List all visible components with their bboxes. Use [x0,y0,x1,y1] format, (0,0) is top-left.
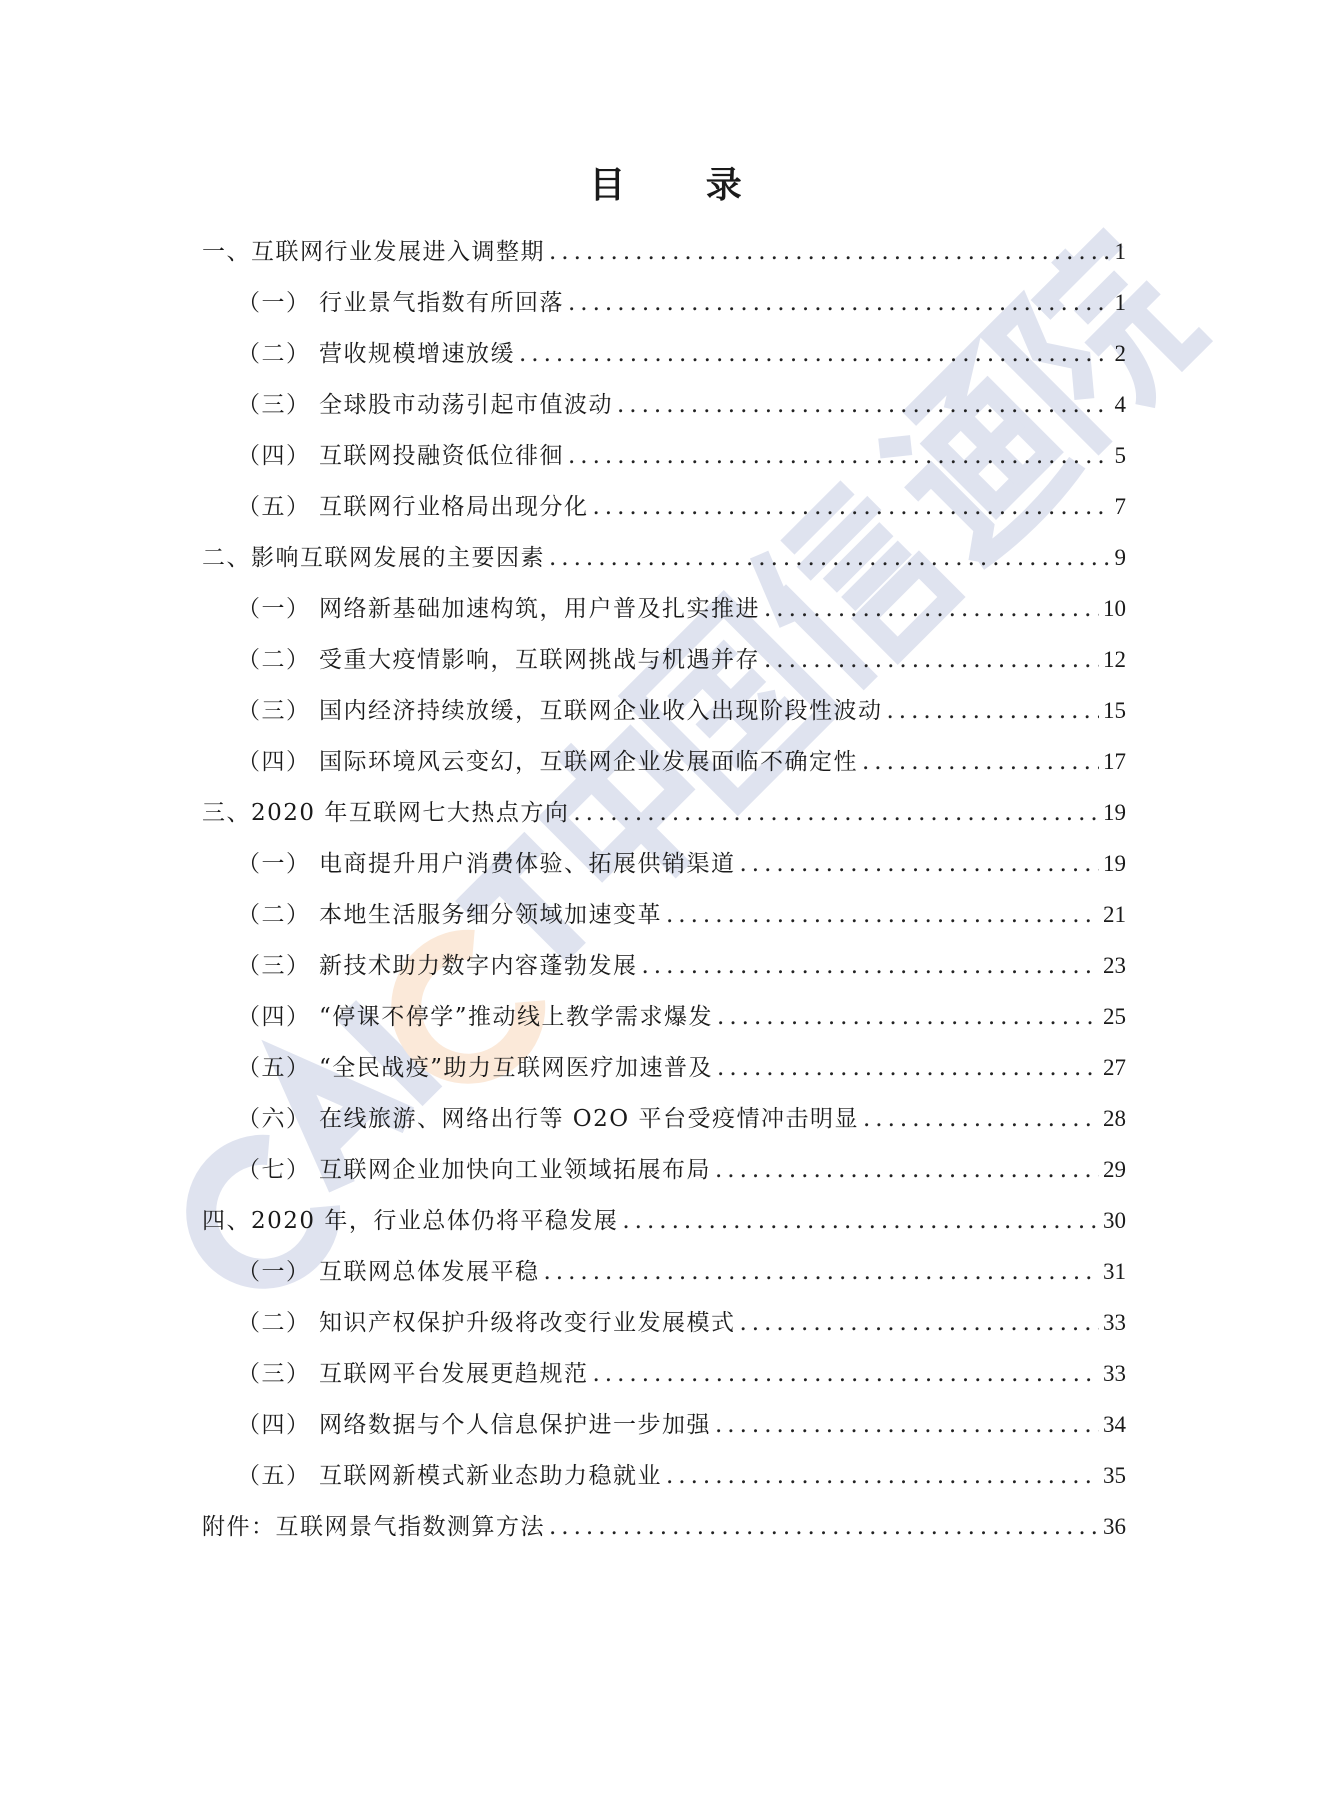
toc-page-number: 33 [1103,1361,1126,1386]
toc-dot-leader [764,635,1099,686]
toc-section-entry[interactable] [202,1501,1126,1552]
toc-dot-leader [549,1502,1099,1553]
toc-dot-leader [715,1145,1099,1196]
toc-dot-leader [519,329,1111,380]
toc-dot-leader [642,941,1100,992]
toc-subsection-entry[interactable] [202,685,1126,736]
toc-page-number: 36 [1103,1514,1126,1539]
toc-entry-number: （三） [237,392,311,418]
toc-dot-leader [764,584,1099,635]
toc-entry-title: 国内经济持续放缓，互联网企业收入出现阶段性波动 [319,698,883,724]
toc-entry-title: 互联网总体发展平稳 [319,1259,540,1285]
toc-dot-leader [715,1400,1099,1451]
toc-entry-title: 2020 年互联网七大热点方向 [251,800,570,826]
toc-dot-leader [863,1094,1099,1145]
toc-entry-number: （四） [237,443,311,469]
toc-dot-leader [544,1247,1100,1298]
toc-subsection-entry[interactable] [202,940,1126,991]
toc-subsection-entry[interactable] [202,1348,1126,1399]
toc-page-number: 19 [1103,851,1126,876]
toc-entry-number: （四） [237,1412,311,1438]
toc-subsection-entry[interactable] [202,583,1126,634]
toc-subsection-entry[interactable] [202,379,1126,430]
toc-section-entry[interactable] [202,532,1126,583]
toc-page-number: 1 [1114,239,1126,264]
toc-page-number: 30 [1103,1208,1126,1233]
toc-entry-title: 互联网企业加快向工业领域拓展布局 [319,1157,711,1183]
toc-entry-number: （二） [237,341,311,367]
toc-entry-number: （五） [237,494,311,520]
toc-page-number: 9 [1114,545,1126,570]
toc-dot-leader [717,1043,1099,1094]
toc-subsection-entry[interactable] [202,991,1126,1042]
page-title: 目 录 [589,165,776,206]
toc-entry-number: 三、 [202,800,251,826]
toc-entry-number: （二） [237,902,311,928]
toc-page-number: 7 [1114,494,1126,519]
toc-subsection-entry[interactable] [202,277,1126,328]
toc-dot-leader [568,431,1111,482]
toc-dot-leader [666,890,1099,941]
toc-subsection-entry[interactable] [202,1093,1126,1144]
toc-dot-leader [593,482,1111,533]
toc-dot-leader [549,227,1111,278]
toc-entry-title: 知识产权保护升级将改变行业发展模式 [319,1310,736,1336]
toc-page-number: 21 [1103,902,1126,927]
toc-subsection-entry[interactable] [202,328,1126,379]
toc-entry-title: “停课不停学”推动线上教学需求爆发 [319,1004,714,1030]
toc-page-number: 17 [1103,749,1126,774]
toc-entry-number: （二） [237,1310,311,1336]
toc-page-number: 33 [1103,1310,1126,1335]
toc-entry-number: （四） [237,1004,311,1030]
toc-entry-title: 互联网行业发展进入调整期 [251,239,545,265]
toc-entry-title: 互联网投融资低位徘徊 [319,443,564,469]
toc-section-entry[interactable] [202,787,1126,838]
toc-entry-title: 新技术助力数字内容蓬勃发展 [319,953,638,979]
toc-subsection-entry[interactable] [202,1450,1126,1501]
toc-entry-number: （一） [237,1259,311,1285]
toc-dot-leader [740,1298,1100,1349]
toc-entry-title: 营收规模增速放缓 [319,341,515,367]
toc-dot-leader [617,380,1111,431]
toc-entry-number: （六） [237,1106,311,1132]
toc-entry-number: （一） [237,290,311,316]
toc-page-number: 2 [1114,341,1126,366]
toc-page-number: 29 [1103,1157,1126,1182]
toc-subsection-entry[interactable] [202,1144,1126,1195]
toc-entry-number: （一） [237,596,311,622]
toc-entry-number: （七） [237,1157,311,1183]
toc-dot-leader [622,1196,1099,1247]
toc-entry-title: 附件：互联网景气指数测算方法 [202,1514,545,1540]
toc-page-number: 19 [1103,800,1126,825]
toc-entry-number: （三） [237,953,311,979]
table-of-contents [202,226,1126,1552]
toc-subsection-entry[interactable] [202,838,1126,889]
toc-entry-title: 2020 年，行业总体仍将平稳发展 [251,1208,619,1234]
toc-entry-title: 国际环境风云变幻，互联网企业发展面临不确定性 [319,749,858,775]
toc-section-entry[interactable] [202,226,1126,277]
toc-page-number: 35 [1103,1463,1126,1488]
toc-entry-number: （一） [237,851,311,877]
toc-entry-number: 二、 [202,545,251,571]
toc-entry-title: 行业景气指数有所回落 [319,290,564,316]
toc-page-number: 15 [1103,698,1126,723]
toc-page-number: 28 [1103,1106,1126,1131]
toc-page-number: 23 [1103,953,1126,978]
toc-entry-title: 网络新基础加速构筑，用户普及扎实推进 [319,596,760,622]
toc-entry-number: （四） [237,749,311,775]
toc-entry-number: （三） [237,698,311,724]
toc-page-number: 10 [1103,596,1126,621]
toc-entry-number: 一、 [202,239,251,265]
toc-entry-title: 互联网新模式新业态助力稳就业 [319,1463,662,1489]
toc-dot-leader [593,1349,1100,1400]
toc-dot-leader [568,278,1111,329]
toc-page-number: 12 [1103,647,1126,672]
toc-entry-title: 互联网行业格局出现分化 [319,494,589,520]
toc-dot-leader [666,1451,1099,1502]
toc-dot-leader [549,533,1111,584]
toc-entry-title: 在线旅游、网络出行等 O2O 平台受疫情冲击明显 [319,1106,859,1132]
toc-subsection-entry[interactable] [202,1246,1126,1297]
toc-dot-leader [717,992,1099,1043]
toc-subsection-entry[interactable] [202,736,1126,787]
toc-entry-title: 网络数据与个人信息保护进一步加强 [319,1412,711,1438]
toc-subsection-entry[interactable] [202,1399,1126,1450]
toc-section-entry[interactable] [202,1195,1126,1246]
toc-entry-title: 本地生活服务细分领域加速变革 [319,902,662,928]
toc-subsection-entry[interactable] [202,634,1126,685]
toc-dot-leader [887,686,1100,737]
toc-entry-title: 电商提升用户消费体验、拓展供销渠道 [319,851,736,877]
toc-entry-title: 互联网平台发展更趋规范 [319,1361,589,1387]
toc-page-number: 1 [1114,290,1126,315]
toc-subsection-entry[interactable] [202,481,1126,532]
toc-entry-number: （五） [237,1055,311,1081]
toc-entry-number: 四、 [202,1208,251,1234]
toc-page-number: 34 [1103,1412,1126,1437]
toc-subsection-entry[interactable] [202,1297,1126,1348]
toc-dot-leader [573,788,1099,839]
toc-entry-title: 受重大疫情影响，互联网挑战与机遇并存 [319,647,760,673]
toc-entry-title: 影响互联网发展的主要因素 [251,545,545,571]
toc-page-number: 25 [1103,1004,1126,1029]
toc-entry-title: “全民战疫”助力互联网医疗加速普及 [319,1055,714,1081]
toc-entry-number: （三） [237,1361,311,1387]
toc-entry-title: 全球股市动荡引起市值波动 [319,392,613,418]
toc-page-number: 5 [1114,443,1126,468]
toc-subsection-entry[interactable] [202,1042,1126,1093]
toc-subsection-entry[interactable] [202,889,1126,940]
toc-dot-leader [740,839,1100,890]
toc-page-number: 31 [1103,1259,1126,1284]
toc-page-number: 27 [1103,1055,1126,1080]
toc-dot-leader [862,737,1099,788]
toc-entry-number: （二） [237,647,311,673]
toc-subsection-entry[interactable] [202,430,1126,481]
toc-entry-number: （五） [237,1463,311,1489]
toc-page-number: 4 [1114,392,1126,417]
